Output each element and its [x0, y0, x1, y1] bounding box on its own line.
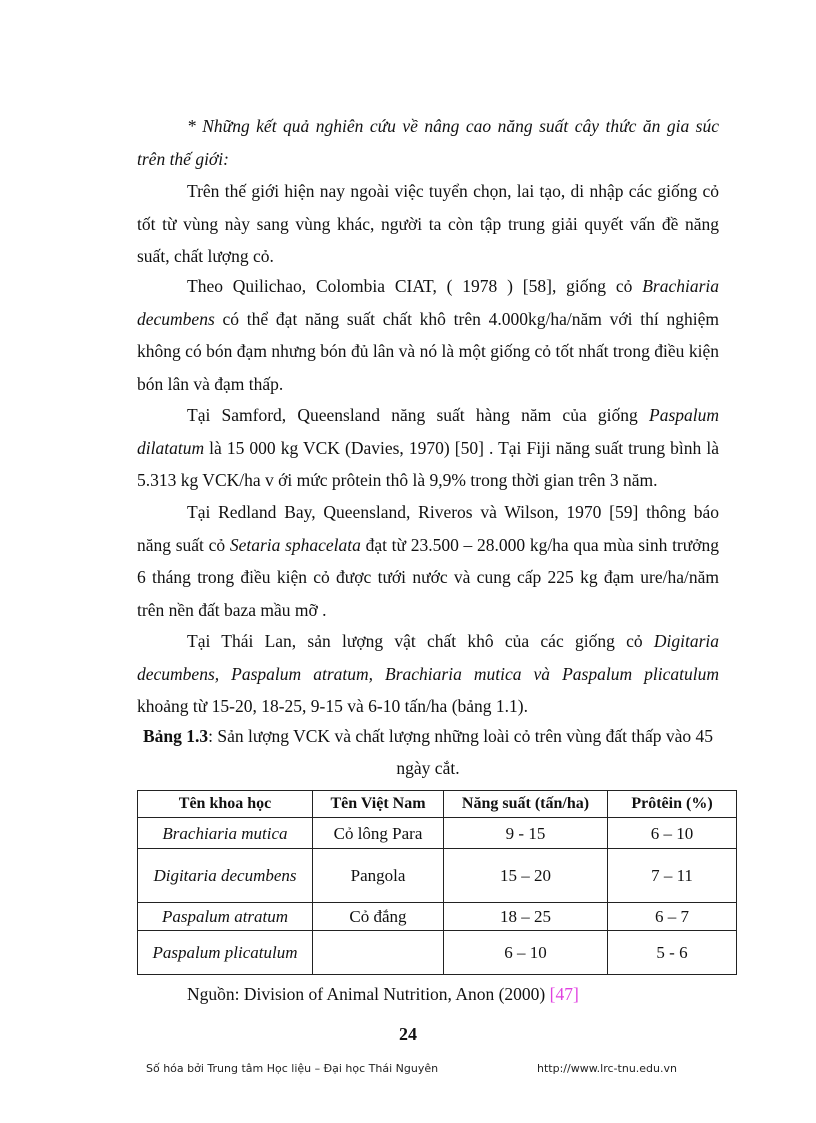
- table-row: [138, 849, 737, 903]
- paragraph-redland: Tại Redland Bay, Queensland, Riveros và Wilson, 1970 [59] thông báo năng suất cỏ Setaria sphacelata đạt từ 23.500 – 28.000 kg/ha qua mùa sinh trưởng 6 tháng trong điều kiện cỏ được tưới nước và cung cấp 225 kg đạm ure/ha/năm trên nền đất baza mầu mỡ .: [137, 502, 719, 620]
- cell-scientific-name: Brachiaria mutica: [138, 818, 313, 849]
- cell-protein: 6 – 7: [608, 903, 737, 931]
- cell-protein: 5 - 6: [608, 931, 737, 975]
- paragraph-intro: Trên thế giới hiện nay ngoài việc tuyển chọn, lai tạo, di nhập các giống cỏ tốt từ vùng này sang vùng khác, người ta còn tập trung giải quyết vấn đề năng suất, chất lượng cỏ.: [137, 181, 719, 266]
- cell-scientific-name: Digitaria decumbens: [138, 849, 313, 903]
- table-row: [138, 818, 737, 849]
- yield-table: [137, 790, 737, 975]
- table-caption-label: Bảng 1.3: [142, 726, 209, 746]
- cell-vietnamese-name: Cỏ đắng: [313, 903, 444, 931]
- header-protein: Prôtêin (%): [608, 791, 737, 818]
- species-name: Setaria sphacelata: [229, 534, 361, 555]
- paragraph-quilichao: Theo Quilichao, Colombia CIAT, ( 1978 ) [58], giống cỏ Brachiaria decumbens có thể đạt năng suất chất khô trên 4.000kg/ha/năm với thí nghiệm không có bón đạm nhưng bón đủ lân và nó là một giống cỏ tốt nhất trong điều kiện bón lân và đạm thấp.: [137, 276, 719, 394]
- paragraph-thailand: Tại Thái Lan, sản lượng vật chất khô của các giống cỏ Digitaria decumbens, Paspalum atratum, Brachiaria mutica và Paspalum plicatulum khoảng từ 15-20, 18-25, 9-15 và 6-10 tấn/ha (bảng 1.1).: [137, 631, 719, 716]
- cell-protein: 7 – 11: [608, 849, 737, 903]
- table-source: Nguồn: Division of Animal Nutrition, Anon (2000) [47]: [187, 984, 579, 1004]
- page-number: 24: [399, 1024, 417, 1044]
- header-scientific-name: Tên khoa học: [138, 791, 313, 818]
- cell-scientific-name: Paspalum plicatulum: [138, 931, 313, 975]
- reference-link[interactable]: [47]: [545, 984, 579, 1004]
- table-row: [138, 931, 737, 975]
- cell-yield: 15 – 20: [444, 849, 608, 903]
- cell-scientific-name: Paspalum atratum: [138, 903, 313, 931]
- cell-vietnamese-name: Cỏ lông Para: [313, 818, 444, 849]
- paragraph-samford: Tại Samford, Queensland năng suất hàng năm của giống Paspalum dilatatum là 15 000 kg VCK (Davies, 1970) [50] . Tại Fiji năng suất trung bình là 5.313 kg VCK/ha v ới mức prôtein thô là 9,9% trong thời gian trên 3 năm.: [137, 405, 719, 490]
- table-caption: Bảng 1.3: Sản lượng VCK và chất lượng những loài cỏ trên vùng đất thấp vào 45 ngày cắt.: [142, 726, 714, 778]
- cell-protein: 6 – 10: [608, 818, 737, 849]
- species-name: Brachiaria decumbens: [137, 276, 719, 329]
- cell-yield: 9 - 15: [444, 818, 608, 849]
- header-vietnamese-name: Tên Việt Nam: [313, 791, 444, 818]
- footer-url[interactable]: http://www.lrc-tnu.edu.vn: [537, 1062, 677, 1075]
- cell-vietnamese-name: Pangola: [313, 849, 444, 903]
- footer-credit: Số hóa bởi Trung tâm Học liệu – Đại học Thái Nguyên: [146, 1062, 439, 1075]
- cell-yield: 18 – 25: [444, 903, 608, 931]
- species-name: Paspalum dilatatum: [137, 405, 719, 458]
- header-yield: Năng suất (tấn/ha): [444, 791, 608, 818]
- table-row: [138, 903, 737, 931]
- cell-yield: 6 – 10: [444, 931, 608, 975]
- table-header-row: [138, 791, 737, 818]
- section-heading: * Những kết quả nghiên cứu về nâng cao năng suất cây thức ăn gia súc trên thế giới:: [137, 116, 719, 169]
- cell-vietnamese-name: [313, 931, 444, 975]
- species-name: Digitaria decumbens, Paspalum atratum, Brachiaria mutica và Paspalum plicatulum: [137, 631, 719, 684]
